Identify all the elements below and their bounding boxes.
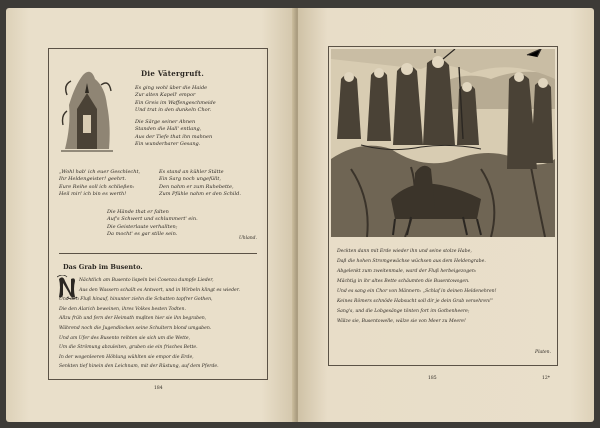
prose-line: Und den Fluß hinauf, hinunter ziehn die Schatten tapfrer Gothen, [59, 297, 213, 303]
right-page-frame [328, 46, 558, 366]
stanza-line: Und trat in den dunkeln Chor. [135, 107, 212, 114]
prose-line: Nächtlich am Busento lispeln bei Cosenza dumpfe Lieder, [79, 278, 214, 283]
burial-engraving [331, 49, 555, 237]
stanza-line: „Wohl hab' ich euer Geschlecht, [59, 169, 141, 175]
chapel-illustration [61, 65, 113, 153]
prose-line: Daß die hohen Stromgewächse wüchsen aus dem Heldengrabe. [337, 259, 486, 264]
page-number-right: 185 [428, 376, 437, 381]
poem-title-vatergruft: Die Vätergruft. [141, 69, 205, 78]
left-page [6, 8, 296, 422]
stanza-line: Die Särge seiner Ahnen [135, 119, 196, 125]
prose-line: Senkten tief hinein den Leichnam, mit der Rüstung, auf dem Pferde. [59, 364, 219, 370]
stanza-1 [135, 85, 216, 115]
page-number-left: 184 [154, 386, 163, 391]
stanza-line: Zur alten Kapell' empor [135, 92, 196, 99]
prose-line: Abgelenkt zum zweitenmale, ward der Fluß herbeigezogen: [337, 269, 477, 274]
stanza-3-left [59, 169, 140, 199]
stanza-line: Heil mir! ich bin es werth! [59, 191, 127, 198]
prose-line: Keines Römers schnöde Habsucht soll dir je dein Grab versehren!“ [337, 299, 494, 304]
section-divider [59, 253, 257, 254]
busento-text-right [337, 247, 551, 327]
prose-line: Und es sang ein Chor von Männern: „Schlaf in deinen Heldenehren! [337, 289, 497, 294]
busento-text-left [59, 276, 265, 372]
stanza-line: Aus der Tiefe that ihn mahnen [135, 133, 213, 140]
stanza-line: Standen die Hall' entlang, [135, 126, 202, 133]
stanza-line: Die Geisterlaute verhallten; [107, 223, 178, 230]
left-page-frame [48, 48, 268, 380]
prose-line: Wälze sie, Busentowelle, wälze sie von Meer zu Meere! [337, 319, 466, 324]
stanza-3-right [159, 169, 241, 199]
poem-title-busento: Das Grab im Busento. [63, 263, 143, 271]
right-page [298, 8, 594, 422]
sheet-signature: 12* [542, 376, 550, 381]
prose-line: Und am Ufer des Busento reihten sie sich um die Wette, [59, 335, 191, 341]
stanza-line: Den nahm er zum Ruhebette, [159, 183, 234, 190]
stanza-line: Zum Pfühle nahm er den Schild. [159, 191, 241, 198]
stanza-line: Eure Reihe soll ich schließen: [59, 183, 135, 190]
stanza-line: Auf's Schwert und schlummert' ein. [107, 216, 198, 223]
author-uhland: Uhland. [238, 236, 257, 241]
prose-line: In der wogenleeren Höhlung wühlten sie empor die Erde, [59, 354, 194, 360]
prose-line: Während noch die Jugendlocken seine Schultern blond umgaben. [59, 325, 212, 331]
prose-line: Deckten dann mit Erde wieder ihn und seine stolze Habe, [337, 249, 472, 254]
stanza-line: Es stand an kühler Stätte [159, 169, 224, 175]
stanza-line: Ein Sarg noch ungefüllt, [159, 176, 221, 183]
stanza-line: Ihr Heldengeister! geehrt. [59, 176, 127, 183]
prose-line: Sang's, und die Lobgesänge tönten fort im Gothenheere; [337, 309, 470, 314]
prose-line: Mächtig in ihr altes Bette schäumten die Busentowogen. [337, 279, 470, 284]
prose-line: Aus den Wassern schallt es Antwort, und in Wirbeln klingt es wieder. [79, 287, 240, 293]
stanza-line: Es ging wohl über die Haide [135, 85, 208, 91]
prose-line: Die den Alarich beweinen, ihres Volkes besten Todten. [59, 306, 186, 312]
stanza-line: Die Hände that er falten [107, 209, 169, 215]
stanza-line: Da mocht' es gar stille sein. [107, 231, 178, 238]
stanza-2 [135, 119, 212, 149]
stanza-4 [107, 209, 198, 239]
stanza-line: Ein Greis im Waffengeschmeide [135, 99, 216, 106]
stanza-line: Ein wunderbarer Gesang. [135, 141, 201, 148]
author-platen: Platen. [535, 350, 551, 355]
prose-line: Um die Strömung abzuleiten, gruben sie ein frisches Bette. [59, 345, 198, 351]
prose-line: Allzu früh und fern der Heimath mußten hier sie ihn begraben, [59, 316, 207, 322]
